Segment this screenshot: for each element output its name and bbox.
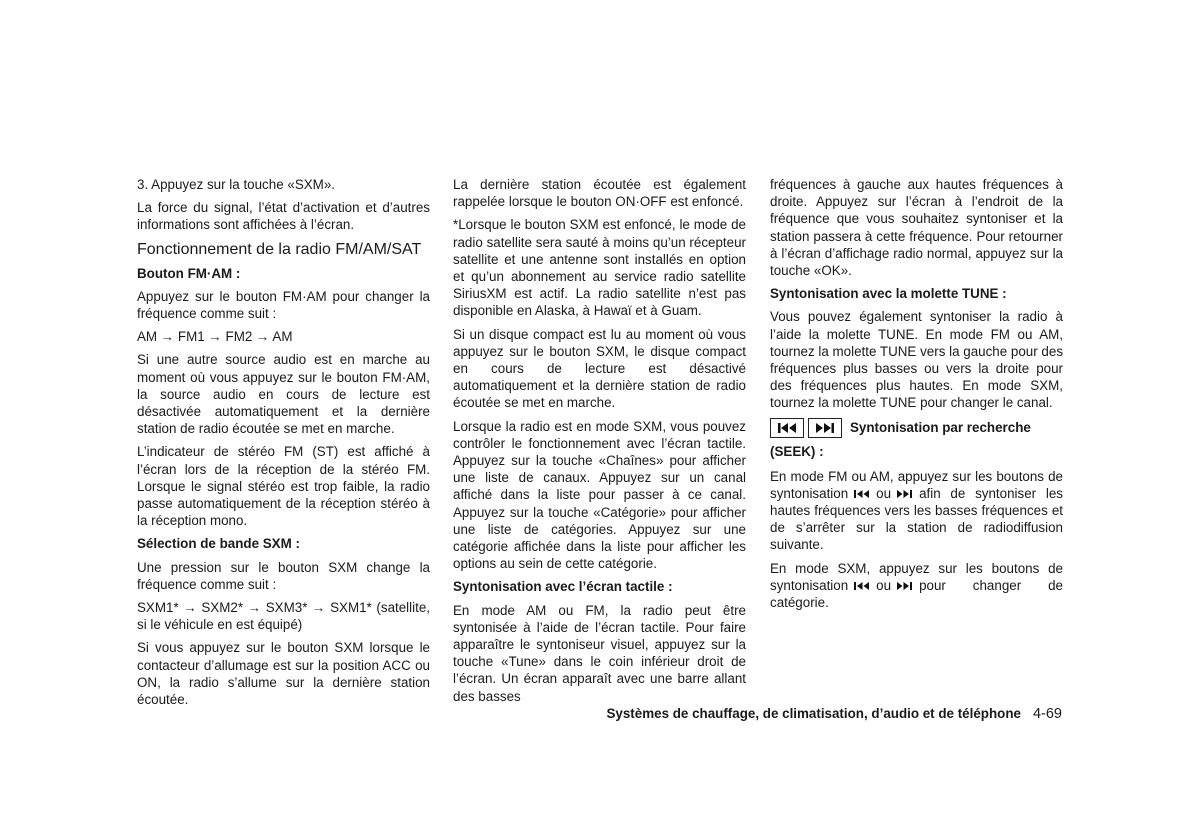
frequency-bar-text: fréquences à gauche aux hautes fréquences à droite. Appuyez sur l’écran à l’endroit de la fréquence que vous souhaitez syntoniser et la station passera à cette fréquence. Pour retourner à l’écran d’affichage radio normal, appuyez sur la touche «OK». <box>770 177 1063 279</box>
skip-back-key-icon <box>770 418 804 438</box>
fmam-sequence-text: AM → FM1 → FM2 → AM <box>137 329 293 345</box>
skip-forward-icon <box>897 490 913 498</box>
last-station-text: La dernière station écoutée est également rappelée lorsque le bouton ON·OFF est enfoncé. <box>453 177 746 210</box>
touchscreen-tuning-text: En mode AM ou FM, la radio peut être syntonisée à l’aide de l’écran tactile. Pour faire apparaître le syntoniseur visuel, appuyez sur la touche «Tune» dans le coin inférieur droit de l’écran. Un écran apparaît avec une barre allant des basses <box>453 602 746 704</box>
compact-disc-text: Si un disque compact est lu au moment où vous appuyez sur le bouton SXM, le disque compact en cours de lecture est désactivé automatiquement et la dernière station de radio écoutée se met en marche. <box>453 326 746 411</box>
signal-info-text: La force du signal, l’état d’activation et d’autres informations sont affichées à l’écran. <box>137 200 430 233</box>
footer-section-title: Systèmes de chauffage, de climatisation, d’audio et de téléphone <box>606 706 1021 721</box>
column-middle <box>453 176 746 705</box>
step-3-text: 3. Appuyez sur la touche «SXM». <box>137 177 336 192</box>
tune-knob-subheading: Syntonisation avec la molette TUNE : <box>770 286 1007 302</box>
touchscreen-tuning-subheading: Syntonisation avec l’écran tactile : <box>453 579 673 595</box>
sxm-ignition-text: Si vous appuyez sur le bouton SXM lorsque le contacteur d’allumage est sur la position ACC ou ON, la radio s’allume sur la dernière station écoutée. <box>137 640 430 708</box>
column-left <box>137 176 430 708</box>
fmam-instructions-text: Appuyez sur le bouton FM·AM pour changer la fréquence comme suit : <box>137 288 430 322</box>
seek-title: Syntonisation par recherche <box>850 419 1031 435</box>
fmam-button-subheading: Bouton FM·AM : <box>137 265 241 281</box>
seek-title-suffix: (SEEK) : <box>770 443 824 459</box>
sxm-sequence-text: SXM1* → SXM2* → SXM3* → SXM1* (satellite, si le véhicule en est équipé) <box>137 600 430 633</box>
seek-sxm-text: En mode SXM, appuyez sur les boutons de syntonisation ou pour changer de catégorie. <box>770 560 1063 611</box>
skip-forward-icon <box>897 582 913 590</box>
skip-back-icon <box>854 582 870 590</box>
column-right <box>770 176 1063 611</box>
seek-fmam-text: En mode FM ou AM, appuyez sur les boutons de syntonisation ou afin de syntoniser les hautes fréquences vers les basses fréquences et de s’arrêter sur la station de radiodiffusion suivante. <box>770 468 1063 553</box>
sxm-touchscreen-text: Lorsque la radio est en mode SXM, vous pouvez contrôler le fonctionnement avec l’écran tactile. Appuyez sur la touche «Chaînes» pour afficher une liste de canaux. Appuyez sur un canal affiché dans la liste pour passer à ce canal. Appuyez sur la touche «Catégorie» pour afficher une liste de catégories. Appuyez sur une catégorie affichée dans la liste pour afficher les options au sein de cette catégorie. <box>453 418 746 572</box>
seek-subheading <box>770 418 1063 462</box>
page-number: 4-69 <box>1032 706 1062 722</box>
other-source-text: Si une autre source audio est en marche au moment où vous appuyez sur le bouton FM·AM, la source audio en cours de lecture est désactivée automatiquement et la dernière station de radio écoutée se met en marche. <box>137 352 430 437</box>
sxm-instructions-text: Une pression sur le bouton SXM change la fréquence comme suit : <box>137 559 430 592</box>
stereo-indicator-text: L’indicateur de stéréo FM (ST) est affiché à l’écran lors de la réception de la stéréo FM. Lorsque le signal stéréo est trop faible, la radio passe automatiquement de la réception stéréo à la réception mono. <box>137 444 430 529</box>
skip-back-icon <box>854 490 870 498</box>
page-footer <box>606 705 1062 723</box>
skip-forward-key-icon <box>808 418 842 438</box>
satellite-note-text: *Lorsque le bouton SXM est enfoncé, le mode de radio satellite sera sauté à moins qu’un récepteur satellite et une antenne sont installés en option et qu’un abonnement au service radio satellite SiriusXM est actif. La radio satellite n’est pas disponible en Alaska, à Hawaï et à Guam. <box>453 217 746 319</box>
sxm-band-subheading: Sélection de bande SXM : <box>137 536 300 552</box>
section-heading: Fonctionnement de la radio FM/AM/SAT <box>137 240 422 258</box>
tune-knob-text: Vous pouvez également syntoniser la radio à l’aide la molette TUNE. En mode FM ou AM, tournez la molette TUNE vers la gauche pour des fréquences plus basses ou vers la droite pour des fréquences plus hautes. En mode SXM, tournez la molette TUNE pour changer le canal. <box>770 309 1064 411</box>
